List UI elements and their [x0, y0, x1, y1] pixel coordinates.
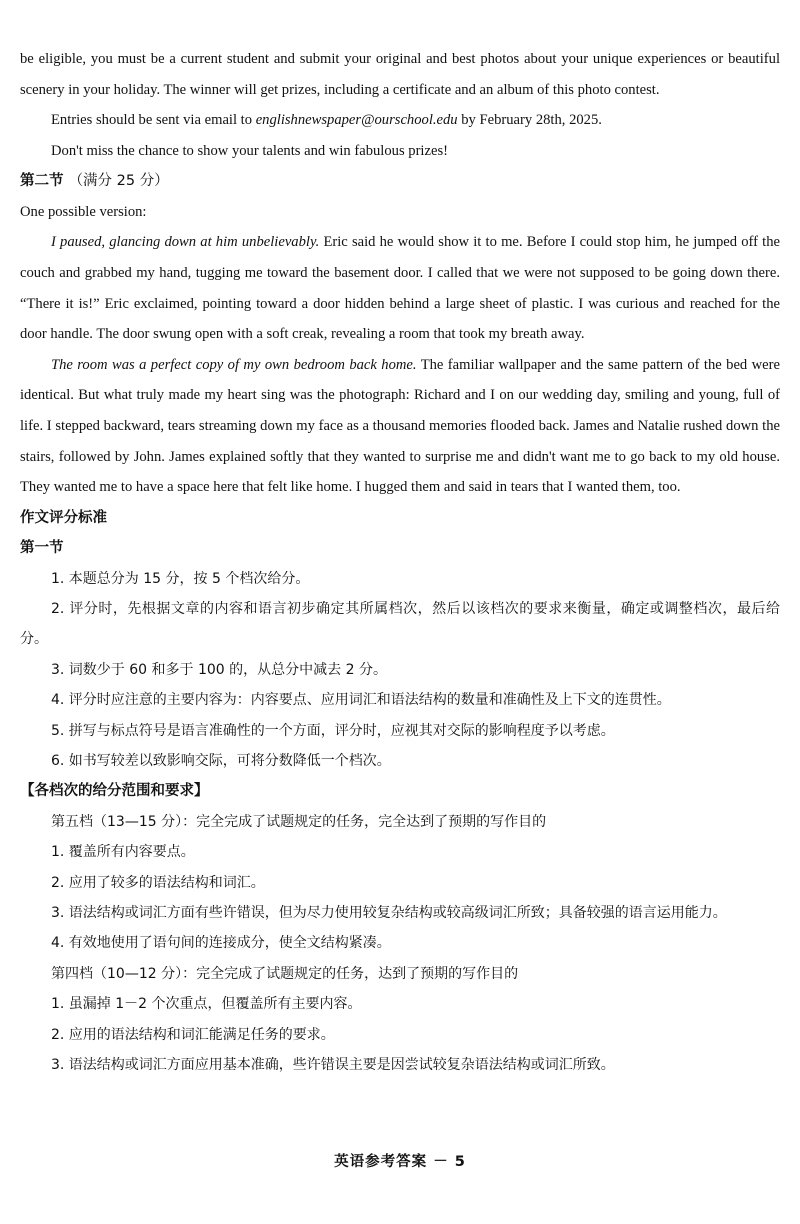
level5-item: 4. 有效地使用了语句间的连接成分，使全文结构紧凑。 [51, 935, 391, 952]
criteria-item: 3. 词数少于 60 和多于 100 的，从总分中减去 2 分。 [51, 661, 387, 678]
page-footer: 英语参考答案 － 5 [334, 1154, 466, 1170]
criteria-item: 6. 如书写较差以致影响交际，可将分数降低一个档次。 [51, 752, 391, 769]
level4-item: 3. 语法结构或词汇方面应用基本准确，些许错误主要是因尝试较复杂语法结构或词汇所致。 [51, 1057, 615, 1074]
paragraph-contest-rules: be eligible, you must be a current student and submit your original and best photos about your unique experiences or beautiful scenery in your holiday. The winner will get prizes, including a certificate and an album of this photo contest. [20, 51, 780, 98]
version-intro: One possible version: [20, 203, 147, 220]
level5-title: 第五档（13—15 分）：完全完成了试题规定的任务，完全达到了预期的写作目的 [51, 813, 547, 830]
level5-item: 2. 应用了较多的语法结构和词汇。 [51, 874, 265, 891]
document-page [20, 44, 780, 1080]
story-p1-body: Eric said he would show it to me. Before I could stop him, he jumped off the couch and grabbed my hand, tugging me toward the basement door. I called that we were not supposed to be going down there. “There it is!” Eric exclaimed, pointing toward a door hidden behind a large sheet of plastic. I was curious and reached for the door handle. The door swung open with a soft creak, revealing a room that took my breath away. [20, 234, 780, 343]
criteria-item: 1. 本题总分为 15 分，按 5 个档次给分。 [51, 570, 310, 587]
section2-score: （满分 25 分） [68, 173, 169, 190]
criteria-section1-title: 第一节 [20, 540, 64, 557]
criteria-item: 4. 评分时应注意的主要内容为：内容要点、应用词汇和语法结构的数量和准确性及上下文的连贯性。 [51, 692, 671, 709]
level5-item: 1. 覆盖所有内容要点。 [51, 844, 195, 861]
story-p2-opening: The room was a perfect copy of my own bedroom back home. [51, 356, 417, 373]
story-p2-body: The familiar wallpaper and the same pattern of the bed were identical. But what truly made my heart sing was the photograph: Richard and I on our wedding day, smiling and young, full of life. I stepped backward, tears streaming down my face as a thousand memories flooded back. James and Natalie rushed down the stairs, followed by John. James explained softly that they wanted to surprise me and didn't want me to go back to my old house. They wanted me to have a space here that felt like home. I hugged them and said in tears that I wanted them, too. [20, 356, 780, 496]
paragraph-closing: Don't miss the chance to show your talents and win fabulous prizes! [51, 142, 448, 159]
contest-email: englishnewspaper@ourschool.edu [255, 112, 458, 129]
paragraph-entries [20, 105, 780, 136]
story-paragraph-1 [20, 227, 780, 349]
criteria-title: 作文评分标准 [20, 509, 107, 526]
story-p1-opening: I paused, glancing down at him unbelievably. [51, 234, 320, 251]
level4-item: 1. 虽漏掉 1－2 个次重点，但覆盖所有主要内容。 [51, 996, 362, 1013]
section2-title: 第二节 [20, 173, 64, 190]
level4-title: 第四档（10—12 分）：完全完成了试题规定的任务，达到了预期的写作目的 [51, 965, 519, 982]
criteria-item: 2. 评分时，先根据文章的内容和语言初步确定其所属档次，然后以该档次的要求来衡量，确定或调整档次，最后给分。 [20, 600, 780, 648]
entries-text-pre: Entries should be sent via email to [51, 112, 256, 129]
levels-title: 【各档次的给分范围和要求】 [20, 783, 209, 800]
level4-item: 2. 应用的语法结构和词汇能满足任务的要求。 [51, 1026, 335, 1043]
criteria-item: 5. 拼写与标点符号是语言准确性的一个方面，评分时，应视其对交际的影响程度予以考虑。 [51, 722, 615, 739]
story-paragraph-2 [20, 350, 780, 503]
entries-text-post: by February 28th, 2025. [457, 112, 602, 129]
level5-item: 3. 语法结构或词汇方面有些许错误，但为尽力使用较复杂结构或较高级词汇所致；具备较强的语言运用能力。 [51, 905, 727, 921]
section2-heading [20, 166, 780, 196]
